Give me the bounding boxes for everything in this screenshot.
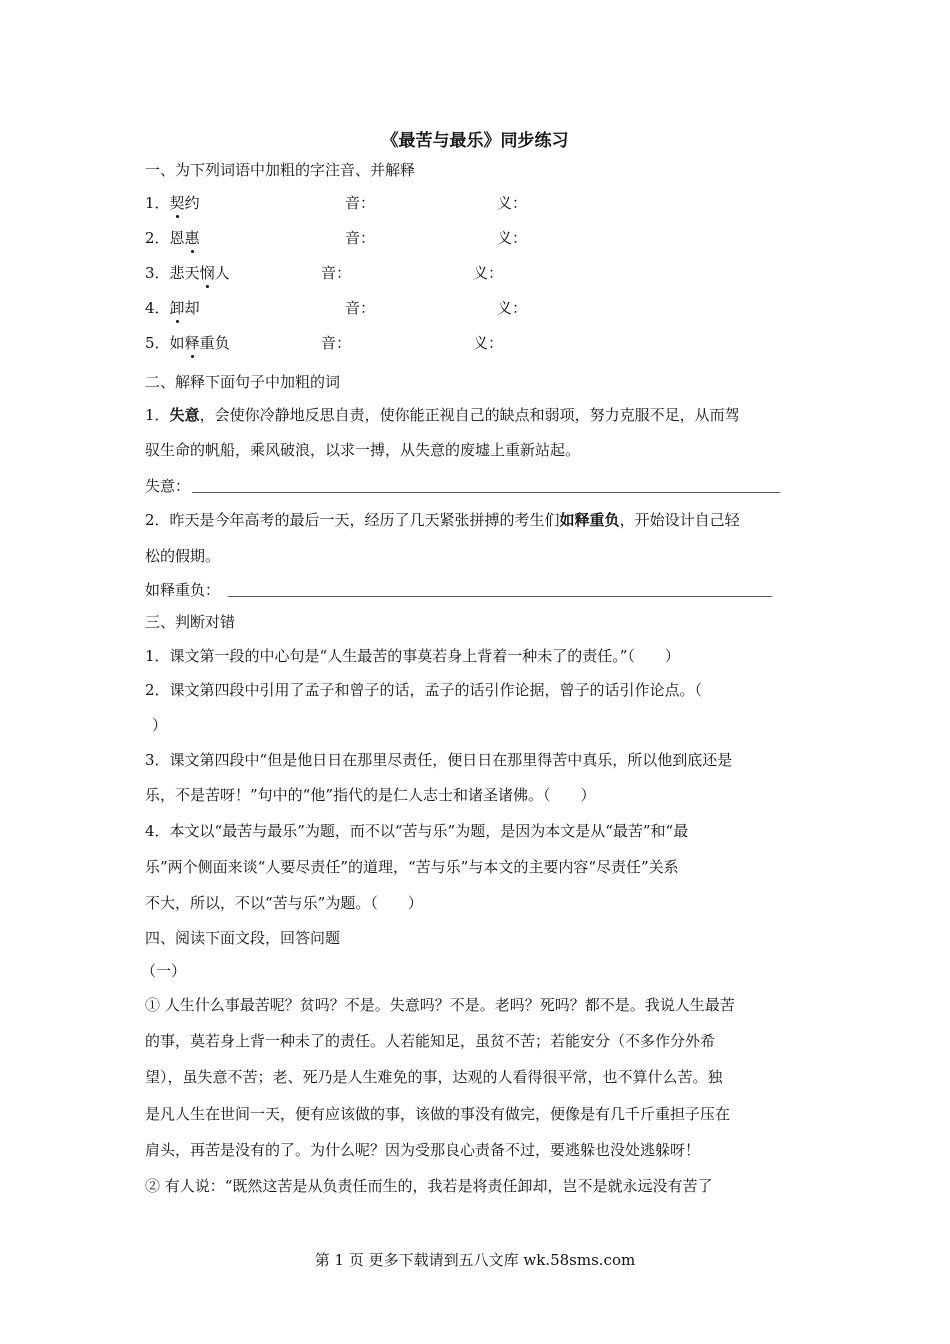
passage-p1-line3: 望），虽失意不苦；老、死乃是人生难免的事，达观的人看得很平常，也不算什么苦。独 (145, 1068, 723, 1086)
section3-q2-line1: 2．课文第四段中引用了孟子和曾子的话，孟子的话引作论据，曾子的话引作论点。（ (145, 681, 703, 699)
vocab-item-1: 1．契约 (145, 194, 200, 212)
vocab-item-5: 5．如释重负 (145, 334, 230, 352)
section3-q1: 1．课文第一段的中心句是“人生最苦的事莫若身上背着一种未了的责任。”（ ） (145, 647, 680, 665)
passage-p1-line4: 是凡人生在世间一天，便有应该做的事，该做的事没有做完，便像是有几千斤重担子压在 (145, 1105, 731, 1123)
answer-blank-line (192, 492, 780, 493)
meaning-label: 义： (497, 194, 528, 212)
pronunciation-label: 音： (345, 229, 376, 247)
section4-subheading: （一） (141, 962, 187, 980)
meaning-label: 义： (497, 299, 528, 317)
meaning-label: 义： (473, 334, 504, 352)
pronunciation-label: 音： (321, 334, 352, 352)
vocab-item-4: 4．卸却 (145, 299, 200, 317)
passage-p1-line5: 肩头，再苦是没有的了。为什么呢？因为受那良心责备不过，要逃躲也没处逃躲呀！ (145, 1141, 701, 1159)
section2-q1-line2: 驭生命的帆船，乘风破浪，以求一搏，从失意的废墟上重新站起。 (145, 441, 581, 459)
passage-p2-line1: ② 有人说：“既然这苦是从负责任而生的，我若是将责任卸却，岂不是就永远没有苦了 (145, 1177, 713, 1195)
pronunciation-label: 音： (321, 264, 352, 282)
section3-q4-line2: 乐”两个侧面来谈“人要尽责任”的道理，“苦与乐”与本文的主要内容“尽责任”关系 (145, 858, 679, 876)
section2-q1-answer-label: 失意： (145, 477, 191, 495)
meaning-label: 义： (473, 264, 504, 282)
section3-q2-line2: ） (152, 716, 168, 734)
section3-q3-line1: 3．课文第四段中“但是他日日在那里尽责任，便日日在那里得苦中真乐，所以他到底还是 (145, 751, 733, 769)
page-title: 《最苦与最乐》同步练习 (381, 131, 569, 151)
vocab-item-2: 2．恩惠 (145, 229, 200, 247)
section2-q1-line1: 1．失意，会使你冷静地反思自责，使你能正视自己的缺点和弱项，努力克服不足，从而驾 (145, 406, 740, 424)
section3-q4-line1: 4．本文以“最苦与最乐”为题，而不以“苦与乐”为题，是因为本文是从“最苦”和“最 (145, 822, 689, 840)
answer-blank-line (228, 596, 772, 597)
section2-q2-answer-label: 如释重负： (145, 581, 221, 599)
meaning-label: 义： (497, 229, 528, 247)
section3-q3-line2: 乐，不是苦呀！”句中的“他”指代的是仁人志士和诸圣诸佛。（ ） (145, 786, 596, 804)
section2-q2-line1: 2．昨天是今年高考的最后一天，经历了几天紧张拼搏的考生们如释重负，开始设计自己轻 (145, 511, 740, 529)
section2-q2-line2: 松的假期。 (145, 547, 221, 565)
section3-q4-line3: 不大，所以，不以“苦与乐”为题。（ ） (145, 894, 423, 912)
section2-heading: 二、解释下面句子中加粗的词 (145, 373, 341, 391)
section3-heading: 三、判断对错 (145, 613, 236, 631)
section1-heading: 一、为下列词语中加粗的字注音、并解释 (145, 161, 416, 179)
section4-heading: 四、阅读下面文段，回答问题 (145, 929, 341, 947)
page-footer: 第 1 页 更多下载请到五八文库 wk.58sms.com (314, 1251, 636, 1269)
passage-p1-line1: ① 人生什么事最苦呢？贫吗？不是。失意吗？不是。老吗？死吗？都不是。我说人生最苦 (145, 996, 735, 1014)
vocab-item-3: 3．悲天悯人 (145, 264, 230, 282)
pronunciation-label: 音： (345, 194, 376, 212)
passage-p1-line2: 的事，莫若身上背一种未了的责任。人若能知足，虽贫不苦；若能安分（不多作分外希 (145, 1032, 716, 1050)
pronunciation-label: 音： (345, 299, 376, 317)
